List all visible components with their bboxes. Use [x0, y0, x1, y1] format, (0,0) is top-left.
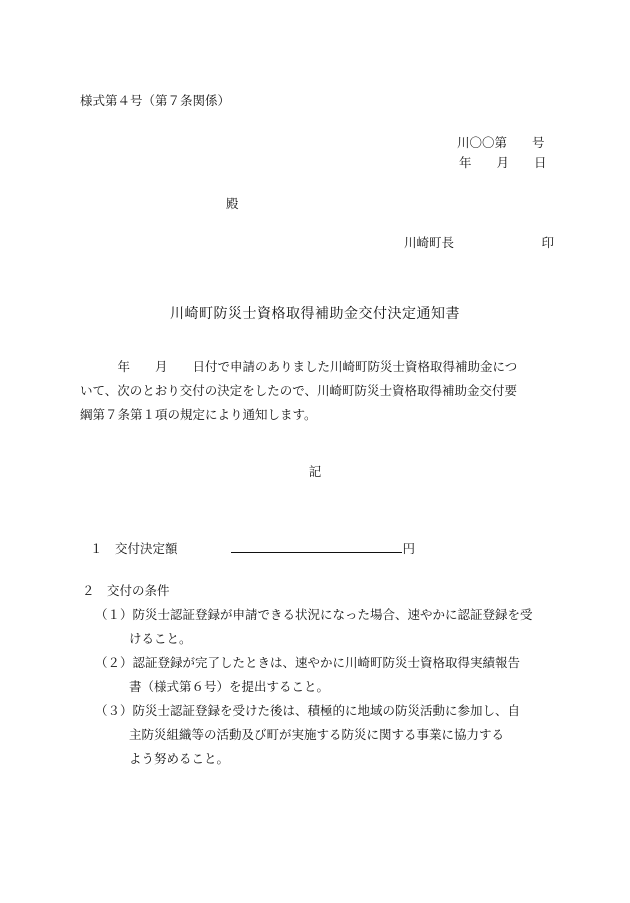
form-label: 様式第４号（第７条関係）: [80, 93, 231, 108]
ki-heading: 記: [308, 464, 322, 479]
document-number: 川〇〇第 号: [457, 135, 545, 150]
condition-line: 書（様式第６号）を提出すること。: [129, 679, 330, 694]
conditions-heading: ２ 交付の条件: [82, 583, 170, 598]
condition-line: 主防災組織等の活動及び町が実施する防災に関する事業に協力する: [129, 727, 505, 742]
document-title: 川崎町防災士資格取得補助金交付決定通知書: [170, 306, 460, 322]
condition-line: （２）認証登録が完了したときは、速やかに川崎町防災士資格取得実績報告: [95, 655, 521, 670]
body-line: いて、次のとおり交付の決定をしたので、川崎町防災士資格取得補助金交付要: [80, 383, 518, 398]
condition-line: けること。: [129, 631, 192, 646]
issuer-seal-line: 川崎町長 印: [404, 235, 555, 250]
condition-item: [95, 699, 565, 771]
condition-item: [95, 603, 565, 651]
issue-date: 年 月 日: [459, 155, 547, 170]
grant-amount-blank[interactable]: [231, 540, 402, 553]
body-line: 年 月 日付で申請のありました川崎町防災士資格取得補助金につ: [80, 359, 518, 374]
grant-amount-label: １ 交付決定額: [89, 540, 178, 556]
body-line: 綱第７条第１項の規定により通知します。: [80, 407, 317, 422]
grant-amount-unit: 円: [402, 540, 415, 556]
condition-item: [95, 651, 565, 699]
addressee: 殿: [226, 196, 239, 211]
notice-body: [80, 355, 560, 427]
condition-line: （１）防災士認証登録が申請できる状況になった場合、速やかに認証登録を受: [95, 607, 533, 622]
condition-line: よう努めること。: [129, 751, 230, 766]
condition-line: （３）防災士認証登録を受けた後は、積極的に地域の防災活動に参加し、自: [95, 703, 521, 718]
grant-amount-item: [82, 527, 415, 555]
